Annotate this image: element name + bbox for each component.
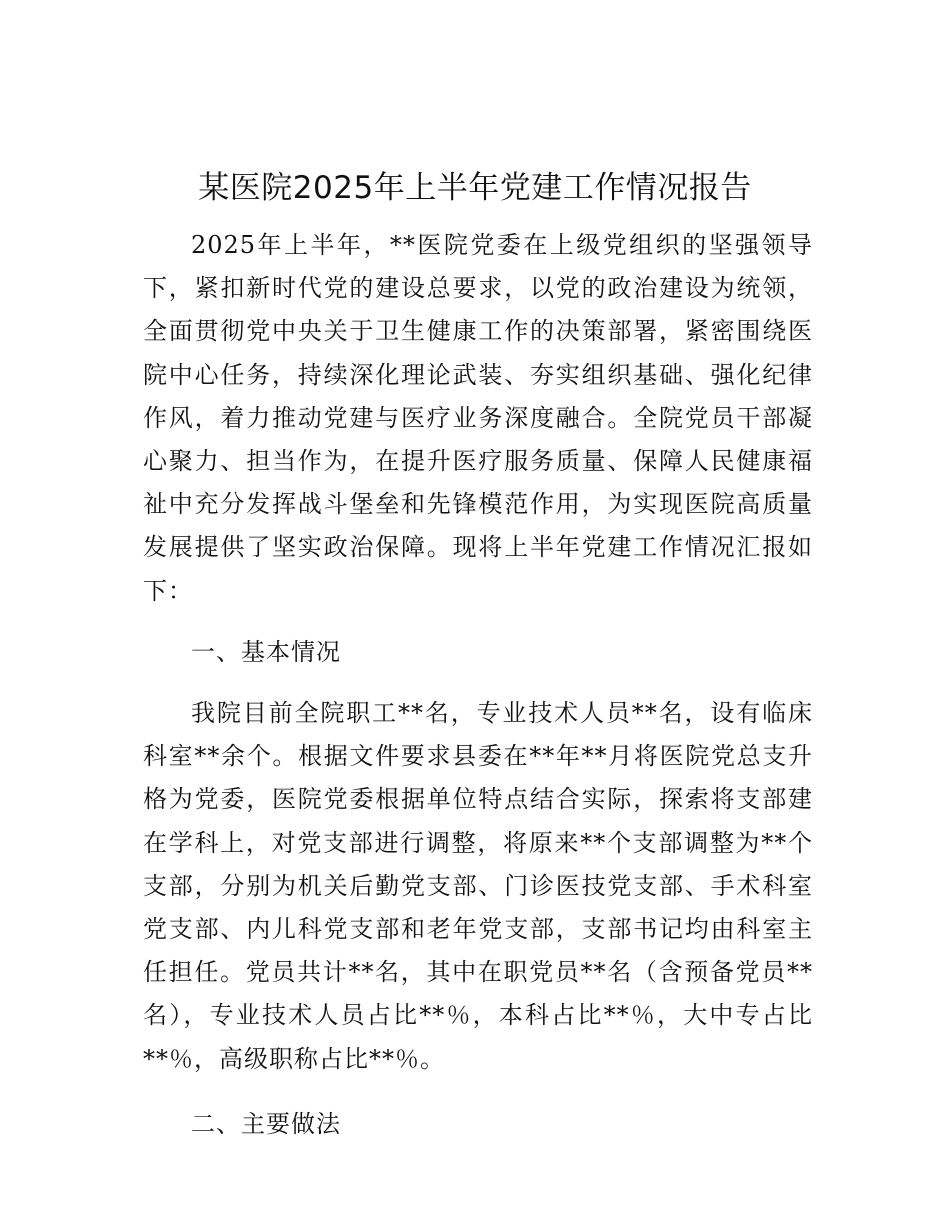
document-body bbox=[143, 224, 813, 1146]
section-heading-main-practices: 二、主要做法 bbox=[191, 1109, 341, 1138]
section-heading-basic-situation: 一、基本情况 bbox=[191, 637, 341, 666]
intro-paragraph: 2025年上半年，**医院党委在上级党组织的坚强领导下，紧扣新时代党的建设总要求，以党的政治建设为统领，全面贯彻党中央关于卫生健康工作的决策部署，紧密围绕医院中心任务，持续深化理论武装、夯实组织基础、强化纪律作风，着力推动党建与医疗业务深度融合。全院党员干部凝心聚力、担当作为，在提升医疗服务质量、保障人民健康福祉中充分发挥战斗堡垒和先锋模范作用，为实现医院高质量发展提供了坚实政治保障。现将上半年党建工作情况汇报如下： bbox=[143, 231, 813, 605]
basic-situation-paragraph: 我院目前全院职工**名，专业技术人员**名，设有临床科室**余个。根据文件要求县委在**年**月将医院党总支升格为党委，医院党委根据单位特点结合实际，探索将支部建在学科上，对党支部进行调整，将原来**个支部调整为**个支部，分别为机关后勤党支部、门诊医技党支部、手术科室党支部、内儿科党支部和老年党支部，支部书记均由科室主任担任。党员共计**名，其中在职党员**名（含预备党员**名），专业技术人员占比**％，本科占比**％，大中专占比**％，高级职称占比**％。 bbox=[143, 699, 813, 1073]
document-title: 某医院2025年上半年党建工作情况报告 bbox=[198, 170, 752, 206]
